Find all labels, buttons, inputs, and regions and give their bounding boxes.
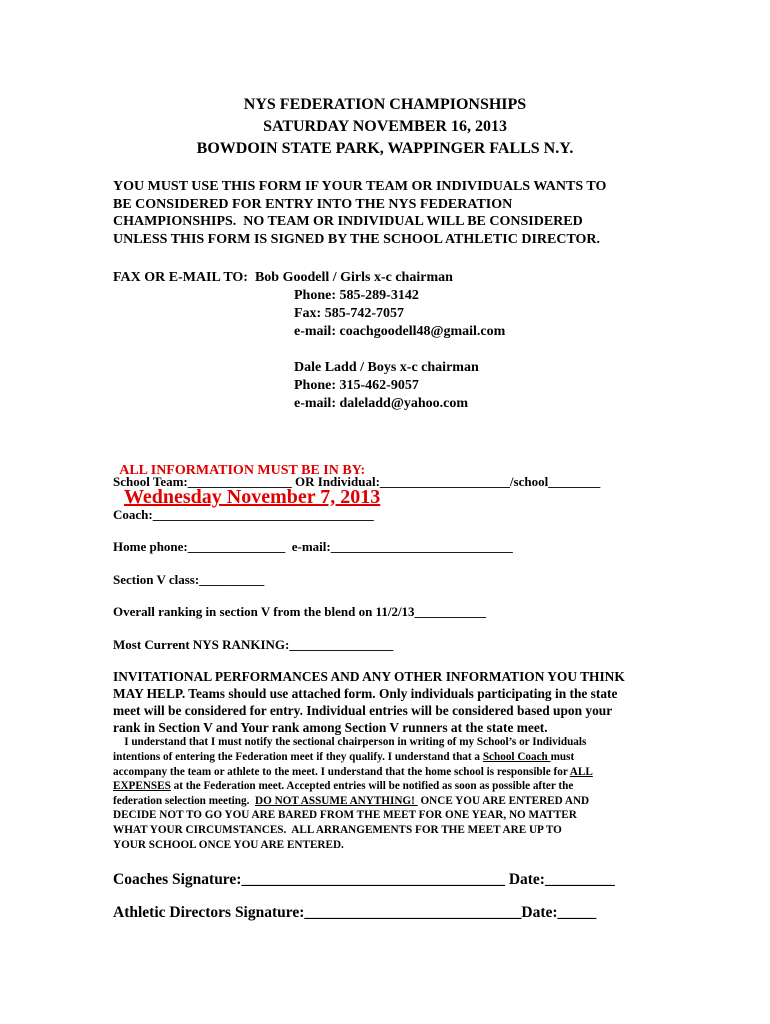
- deadline-date: Wednesday November 7, 2013: [124, 486, 381, 508]
- girls-fax: Fax: 585-742-7057: [294, 306, 405, 321]
- boys-chairman: Dale Ladd / Boys x-c chairman: [294, 360, 479, 375]
- understand-text: accompany the team or athlete to the meet. I understand that the home school is responsible for: [113, 766, 570, 778]
- expenses-emphasis: EXPENSES: [113, 780, 171, 792]
- understand-line: [113, 794, 589, 809]
- school-coach-emphasis: School Coach: [482, 751, 551, 763]
- invitational-line: rank in Section V and Your rank among Section V runners at the state meet.: [113, 720, 548, 735]
- invitational-line: INVITATIONAL PERFORMANCES AND ANY OTHER INFORMATION YOU THINK: [113, 669, 625, 684]
- understand-text: must: [550, 751, 575, 763]
- understand-text: federation selection meeting.: [113, 795, 255, 807]
- coach-field[interactable]: Coach:__________________________________: [113, 507, 374, 522]
- section-class-field[interactable]: Section V class:__________: [113, 572, 265, 587]
- coach-signature-field[interactable]: Coaches Signature:__________________________________ Date:_________: [113, 871, 615, 888]
- understand-line: [113, 779, 573, 794]
- notice-line: BE CONSIDERED FOR ENTRY INTO THE NYS FEDERATION: [113, 197, 513, 212]
- understand-line: YOUR SCHOOL ONCE YOU ARE ENTERED.: [113, 839, 344, 851]
- understand-text: at the Federation meet. Accepted entries will be notified as soon as possible after the: [170, 780, 574, 792]
- title-line-2: SATURDAY NOVEMBER 16, 2013: [263, 118, 507, 135]
- deadline-label: ALL INFORMATION MUST BE IN BY:: [119, 463, 366, 478]
- notice-line: YOU MUST USE THIS FORM IF YOUR TEAM OR INDIVIDUALS WANTS TO: [113, 179, 607, 194]
- title-line-3: BOWDOIN STATE PARK, WAPPINGER FALLS N.Y.: [196, 140, 574, 157]
- understand-line: I understand that I must notify the sectional chairperson in writing of my School’s or Individuals: [113, 736, 587, 748]
- school-team-field[interactable]: School Team:________________ OR Individual:____________________/school________: [113, 474, 601, 489]
- notice-line: CHAMPIONSHIPS. NO TEAM OR INDIVIDUAL WILL BE CONSIDERED: [113, 214, 583, 229]
- understand-line: WHAT YOUR CIRCUMSTANCES. ALL ARRANGEMENTS FOR THE MEET ARE UP TO: [113, 824, 562, 836]
- notice-line: UNLESS THIS FORM IS SIGNED BY THE SCHOOL ATHLETIC DIRECTOR.: [113, 232, 601, 247]
- understand-line: [113, 750, 574, 765]
- girls-email: e-mail: coachgoodell48@gmail.com: [294, 324, 506, 339]
- understand-text: intentions of entering the Federation meet if they qualify. I understand that a: [113, 751, 483, 763]
- invitational-line: MAY HELP. Teams should use attached form. Only individuals participating in the state: [113, 686, 618, 701]
- boys-email: e-mail: daleladd@yahoo.com: [294, 396, 469, 411]
- title-line-1: NYS FEDERATION CHAMPIONSHIPS: [243, 96, 527, 113]
- understand-line: [113, 765, 593, 780]
- understand-line: DECIDE NOT TO GO YOU ARE BARED FROM THE MEET FOR ONE YEAR, NO MATTER: [113, 809, 577, 821]
- girls-phone: Phone: 585-289-3142: [294, 288, 419, 303]
- athletic-director-signature-field[interactable]: Athletic Directors Signature:____________________________Date:_____: [113, 904, 597, 921]
- understand-text: ONCE YOU ARE ENTERED AND: [417, 795, 590, 807]
- fax-email-label: FAX OR E-MAIL TO: Bob Goodell / Girls x-c chairman: [113, 270, 453, 285]
- overall-ranking-field[interactable]: Overall ranking in section V from the blend on 11/2/13___________: [113, 604, 487, 619]
- all-emphasis: ALL: [569, 766, 593, 778]
- home-phone-email-field[interactable]: Home phone:_______________ e-mail:____________________________: [113, 539, 513, 554]
- nys-ranking-field[interactable]: Most Current NYS RANKING:________________: [113, 637, 394, 652]
- invitational-line: meet will be considered for entry. Individual entries will be considered based upon your: [113, 703, 613, 718]
- do-not-assume-emphasis: DO NOT ASSUME ANYTHING!: [254, 795, 418, 807]
- boys-phone: Phone: 315-462-9057: [294, 378, 419, 393]
